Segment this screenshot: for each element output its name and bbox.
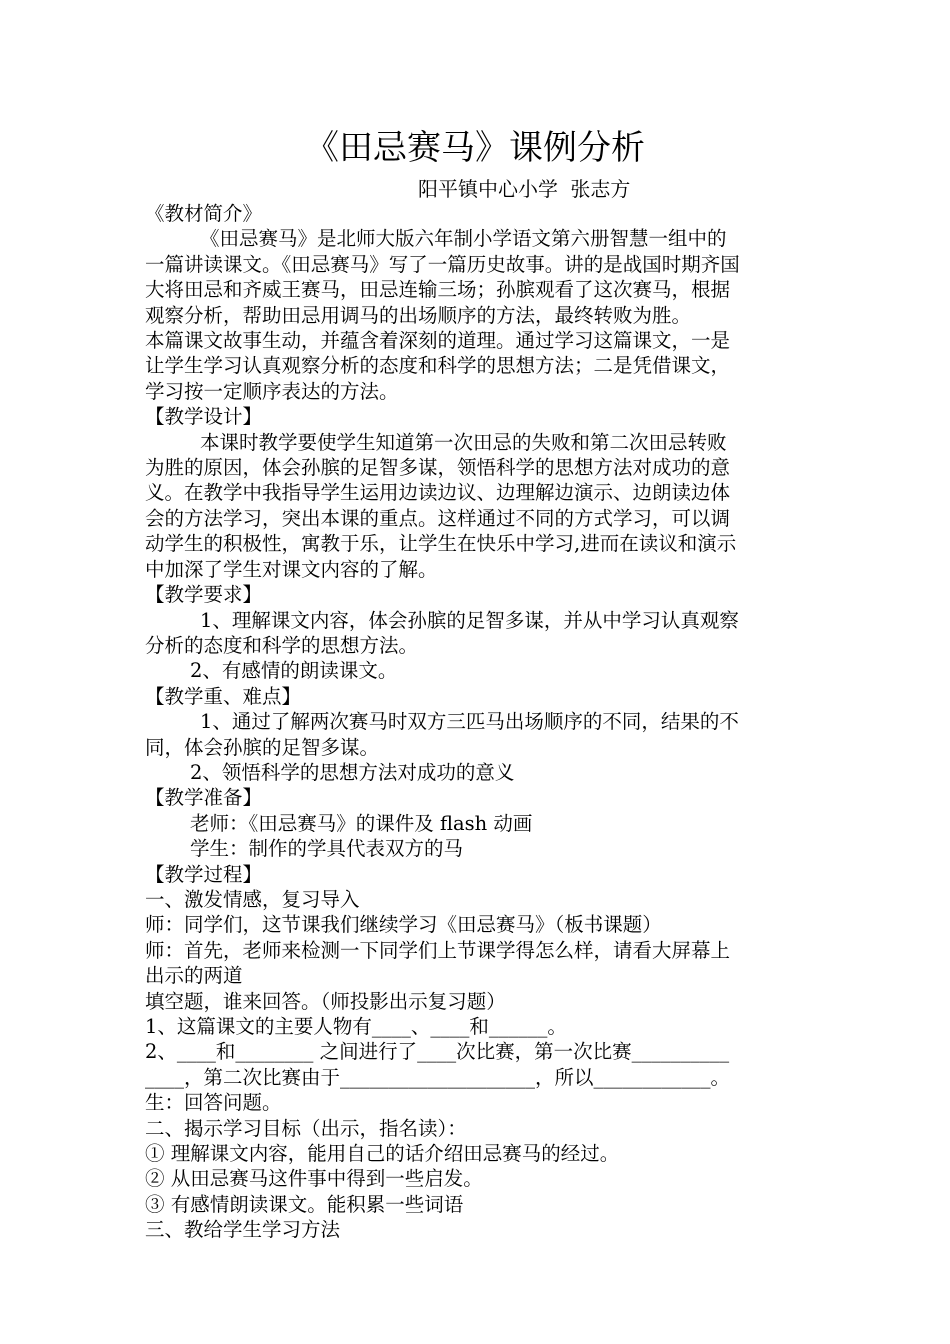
text-line: 分析的态度和科学的思想方法。 — [145, 633, 419, 657]
text-line: 让学生学习认真观察分析的态度和科学的思想方法；二是凭借课文， — [145, 354, 731, 378]
text-line: 1、通过了解两次赛马时双方三匹马出场顺序的不同，结果的不 — [200, 710, 739, 734]
text-line: ③ 有感情朗读课文。能积累一些词语 — [145, 1192, 464, 1216]
text-line: 老师：《田忌赛马》的课件及 flash 动画 — [190, 811, 533, 835]
text-line: 【教学设计】 — [145, 405, 263, 429]
text-line: 中加深了学生对课文内容的了解。 — [145, 557, 438, 581]
document-body — [145, 201, 810, 1243]
text-line: 一、激发情感，复习导入 — [145, 887, 360, 911]
text-line: ① 理解课文内容，能用自己的话介绍田忌赛马的经过。 — [145, 1142, 620, 1166]
text-line: 观察分析，帮助田忌用调马的出场顺序的方法，最终转败为胜。 — [145, 303, 692, 327]
text-line: 1、理解课文内容，体会孙膑的足智多谋，并从中学习认真观察 — [200, 608, 739, 632]
text-line: 本篇课文故事生动，并蕴含着深刻的道理。通过学习这篇课文，一是 — [145, 329, 731, 353]
text-line: 【教学重、难点】 — [145, 684, 302, 708]
text-line: 填空题，谁来回答。（师投影出示复习题） — [145, 989, 506, 1013]
text-line: 二、揭示学习目标（出示，指名读）： — [145, 1116, 467, 1140]
text-line: 生：回答问题。 — [145, 1091, 282, 1115]
author-line: 阳平镇中心小学 张志方 — [418, 177, 631, 201]
text-line: 义。在教学中我指导学生运用边读边议、边理解边演示、边朗读边体 — [145, 481, 731, 505]
text-line: 三、教给学生学习方法 — [145, 1218, 341, 1242]
text-line: 【教学要求】 — [145, 583, 263, 607]
text-line: 一篇讲读课文。《田忌赛马》写了一篇历史故事。讲的是战国时期齐国 — [145, 252, 740, 276]
document-title: 《田忌赛马》课例分析 — [305, 128, 645, 168]
text-line: 学习按一定顺序表达的方法。 — [145, 379, 399, 403]
text-line: 2、____和________ 之间进行了____次比赛，第一次比赛__________ — [145, 1040, 730, 1064]
text-line: 【教学准备】 — [145, 786, 263, 810]
text-line: 为胜的原因，体会孙膑的足智多谋，领悟科学的思想方法对成功的意 — [145, 456, 731, 480]
text-line: ____，第二次比赛由于____________________，所以____________。 — [145, 1065, 731, 1089]
text-line: 同，体会孙膑的足智多谋。 — [145, 735, 380, 759]
text-line: 师：首先，老师来检测一下同学们上节课学得怎么样，请看大屏幕上 — [145, 938, 731, 962]
text-line: 会的方法学习，突出本课的重点。这样通过不同的方式学习，可以调 — [145, 506, 731, 530]
text-line: 大将田忌和齐威王赛马，田忌连输三场；孙膑观看了这次赛马，根据 — [145, 278, 731, 302]
text-line: 《教材简介》 — [145, 202, 263, 225]
text-line: 学生：制作的学具代表双方的马 — [190, 837, 464, 861]
text-line: 动学生的积极性，寓教于乐，让学生在快乐中学习,进而在读议和演示 — [145, 532, 737, 556]
text-line: 本课时教学要使学生知道第一次田忌的失败和第二次田忌转败 — [200, 430, 727, 454]
text-line: 出示的两道 — [145, 964, 243, 988]
text-line: 2、有感情的朗读课文。 — [190, 659, 398, 683]
text-line: 1、这篇课文的主要人物有____、____和______。 — [145, 1015, 567, 1038]
text-line: ② 从田忌赛马这件事中得到一些启发。 — [145, 1167, 483, 1191]
text-line: 师：同学们，这节课我们继续学习《田忌赛马》（板书课题） — [145, 913, 662, 937]
text-line: 《田忌赛马》是北师大版六年制小学语文第六册智慧一组中的 — [200, 227, 727, 251]
text-line: 2、领悟科学的思想方法对成功的意义 — [190, 760, 515, 784]
text-line: 【教学过程】 — [145, 862, 263, 886]
